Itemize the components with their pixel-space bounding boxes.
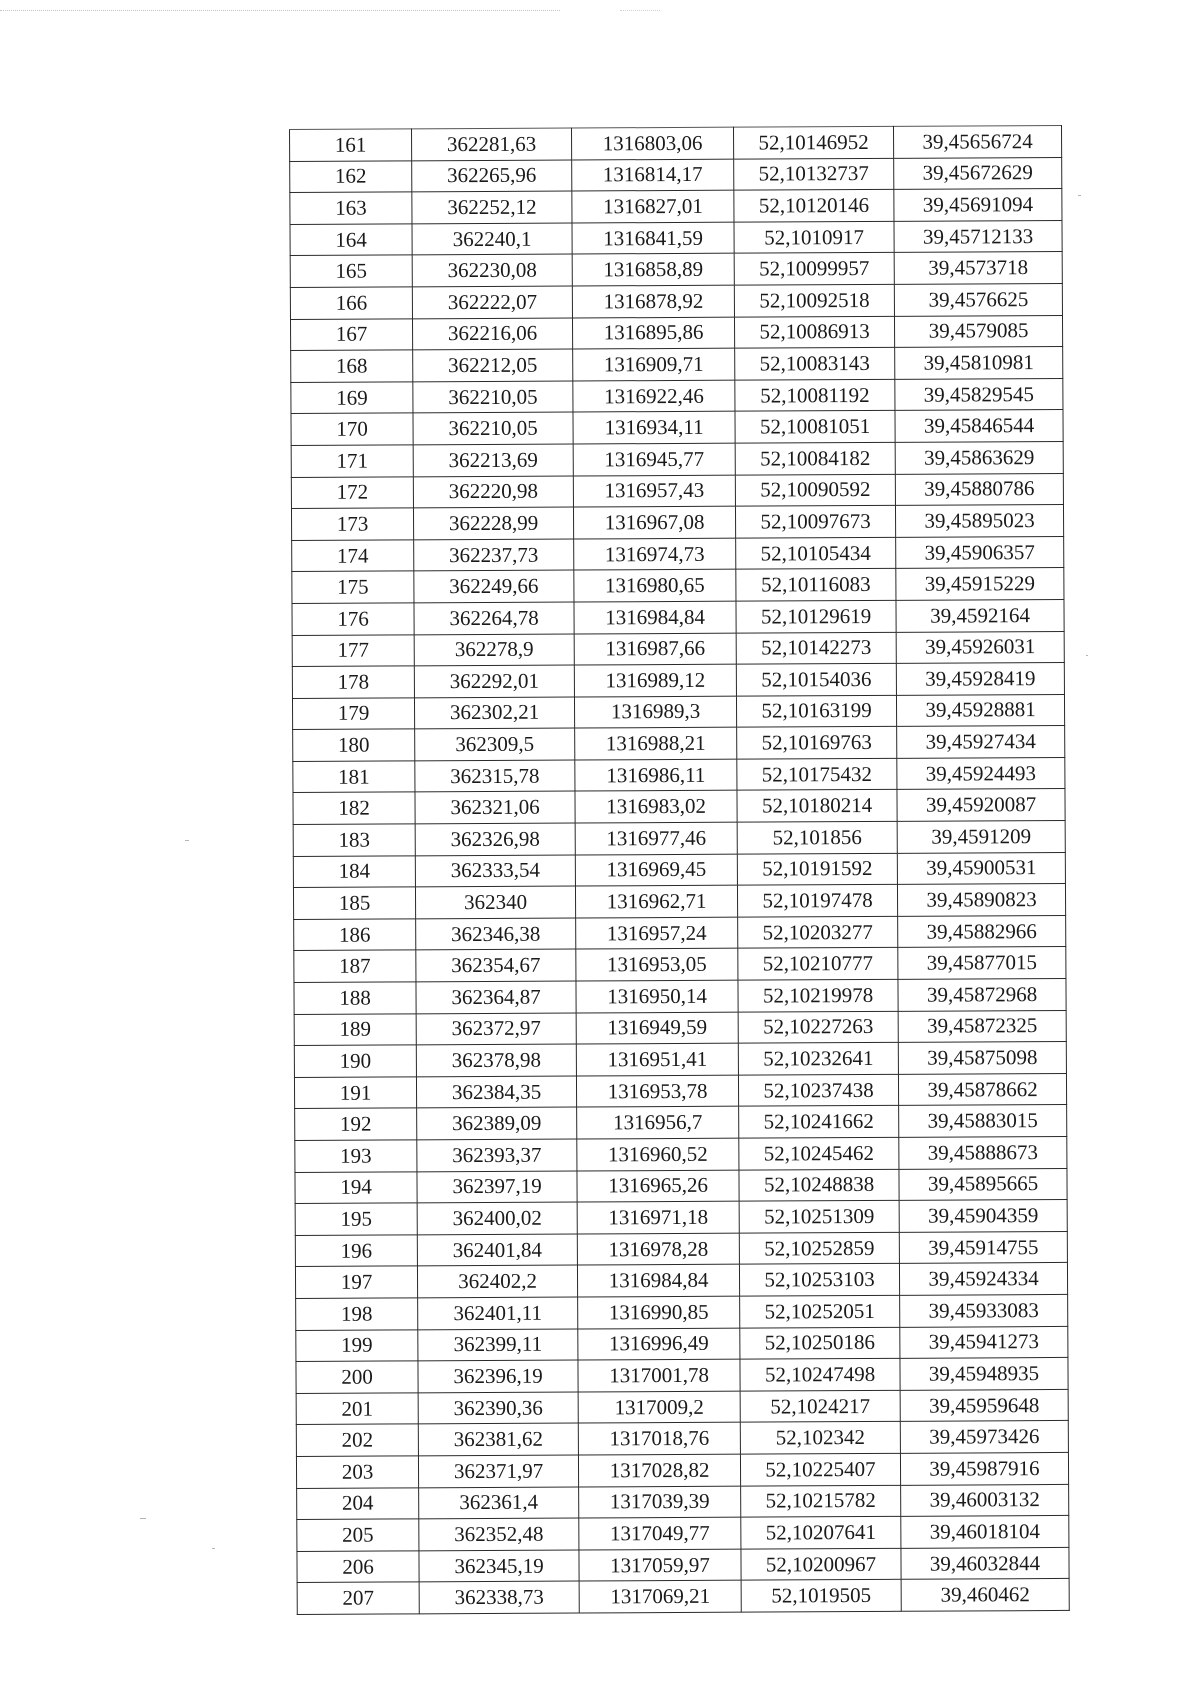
y-coordinate-cell: 1316895,86	[572, 317, 734, 349]
point-number-cell: 178	[292, 666, 414, 698]
longitude-cell: 39,45895023	[895, 505, 1063, 537]
y-coordinate-cell: 1316956,7	[577, 1107, 739, 1139]
table-row	[290, 315, 1062, 351]
scan-speck	[1086, 655, 1088, 656]
latitude-cell: 52,10250186	[740, 1327, 900, 1359]
y-coordinate-cell: 1316984,84	[574, 601, 736, 633]
table-row	[296, 1326, 1068, 1362]
latitude-cell: 52,102342	[740, 1422, 900, 1454]
table-row	[296, 1389, 1068, 1425]
latitude-cell: 52,10232641	[738, 1043, 898, 1075]
latitude-cell: 52,10241662	[739, 1106, 899, 1138]
x-coordinate-cell: 362240,1	[412, 223, 572, 255]
y-coordinate-cell: 1316858,89	[572, 254, 734, 286]
longitude-cell: 39,4573718	[894, 252, 1062, 284]
x-coordinate-cell: 362292,01	[414, 665, 574, 697]
longitude-cell: 39,45900531	[897, 852, 1065, 884]
longitude-cell: 39,45959648	[900, 1389, 1068, 1421]
latitude-cell: 52,10154036	[736, 663, 896, 695]
table-row	[292, 663, 1064, 699]
longitude-cell: 39,45672629	[894, 157, 1062, 189]
longitude-cell: 39,45948935	[900, 1358, 1068, 1390]
x-coordinate-cell: 362281,63	[412, 128, 572, 160]
latitude-cell: 52,10252859	[739, 1232, 899, 1264]
point-number-cell: 194	[295, 1171, 417, 1203]
y-coordinate-cell: 1316980,65	[574, 569, 736, 601]
point-number-cell: 172	[291, 476, 413, 508]
y-coordinate-cell: 1316989,12	[574, 664, 736, 696]
x-coordinate-cell: 362278,9	[414, 634, 574, 666]
point-number-cell: 183	[293, 824, 415, 856]
point-number-cell: 205	[297, 1519, 419, 1551]
table-row	[297, 1547, 1069, 1583]
point-number-cell: 200	[296, 1361, 418, 1393]
scan-speck	[212, 1548, 215, 1549]
latitude-cell: 52,10169763	[737, 727, 897, 759]
latitude-cell: 52,10207641	[741, 1516, 901, 1548]
table-row	[294, 1042, 1066, 1078]
table-row	[297, 1516, 1069, 1552]
longitude-cell: 39,45890823	[897, 884, 1065, 916]
x-coordinate-cell: 362252,12	[412, 191, 572, 223]
latitude-cell: 52,10081051	[735, 411, 895, 443]
x-coordinate-cell: 362361,4	[419, 1487, 579, 1519]
y-coordinate-cell: 1317049,77	[579, 1517, 741, 1549]
y-coordinate-cell: 1316978,28	[577, 1233, 739, 1265]
scan-speck	[140, 1518, 146, 1519]
point-number-cell: 171	[291, 445, 413, 477]
table-row	[296, 1358, 1068, 1394]
point-number-cell: 180	[293, 729, 415, 761]
x-coordinate-cell: 362222,07	[412, 286, 572, 318]
latitude-cell: 52,10097673	[735, 505, 895, 537]
table-row	[294, 1073, 1066, 1109]
table-row	[291, 347, 1063, 383]
table-row	[293, 884, 1065, 920]
longitude-cell: 39,45928881	[896, 694, 1064, 726]
table-row	[292, 536, 1064, 572]
x-coordinate-cell: 362340	[415, 886, 575, 918]
x-coordinate-cell: 362326,98	[415, 823, 575, 855]
point-number-cell: 201	[296, 1393, 418, 1425]
x-coordinate-cell: 362396,19	[418, 1360, 578, 1392]
point-number-cell: 163	[290, 192, 412, 224]
longitude-cell: 39,45712133	[894, 220, 1062, 252]
point-number-cell: 179	[292, 698, 414, 730]
y-coordinate-cell: 1316969,45	[575, 854, 737, 886]
x-coordinate-cell: 362401,11	[418, 1297, 578, 1329]
x-coordinate-cell: 362399,11	[418, 1329, 578, 1361]
latitude-cell: 52,10247498	[740, 1358, 900, 1390]
table-row	[296, 1294, 1068, 1330]
point-number-cell: 176	[292, 603, 414, 635]
point-number-cell: 189	[294, 1013, 416, 1045]
point-number-cell: 199	[296, 1329, 418, 1361]
longitude-cell: 39,45810981	[895, 347, 1063, 379]
table-row	[290, 189, 1062, 225]
y-coordinate-cell: 1316953,78	[576, 1075, 738, 1107]
latitude-cell: 52,10132737	[734, 158, 894, 190]
x-coordinate-cell: 362346,38	[416, 918, 576, 950]
point-number-cell: 206	[297, 1551, 419, 1583]
y-coordinate-cell: 1316841,59	[572, 222, 734, 254]
latitude-cell: 52,10245462	[739, 1137, 899, 1169]
longitude-cell: 39,45878662	[898, 1073, 1066, 1105]
table-row	[290, 220, 1062, 256]
longitude-cell: 39,45987916	[900, 1452, 1068, 1484]
y-coordinate-cell: 1316983,02	[575, 791, 737, 823]
y-coordinate-cell: 1317059,97	[579, 1549, 741, 1581]
x-coordinate-cell: 362249,66	[414, 570, 574, 602]
latitude-cell: 52,10081192	[735, 379, 895, 411]
y-coordinate-cell: 1316990,85	[578, 1296, 740, 1328]
longitude-cell: 39,45875098	[898, 1042, 1066, 1074]
longitude-cell: 39,45863629	[895, 441, 1063, 473]
table-row	[290, 283, 1062, 319]
latitude-cell: 52,10180214	[737, 790, 897, 822]
longitude-cell: 39,45906357	[896, 536, 1064, 568]
y-coordinate-cell: 1316989,3	[574, 696, 736, 728]
y-coordinate-cell: 1317001,78	[578, 1359, 740, 1391]
x-coordinate-cell: 362345,19	[419, 1550, 579, 1582]
point-number-cell: 202	[296, 1424, 418, 1456]
y-coordinate-cell: 1316971,18	[577, 1201, 739, 1233]
table-row	[297, 1579, 1069, 1615]
point-number-cell: 198	[296, 1298, 418, 1330]
x-coordinate-cell: 362216,06	[412, 318, 572, 350]
point-number-cell: 161	[290, 129, 412, 161]
x-coordinate-cell: 362213,69	[413, 444, 573, 476]
point-number-cell: 175	[292, 571, 414, 603]
longitude-cell: 39,45691094	[894, 189, 1062, 221]
point-number-cell: 184	[293, 856, 415, 888]
longitude-cell: 39,45928419	[896, 663, 1064, 695]
latitude-cell: 52,10200967	[741, 1548, 901, 1580]
table-row	[291, 473, 1063, 509]
table-row	[296, 1452, 1068, 1488]
latitude-cell: 52,10225407	[740, 1453, 900, 1485]
longitude-cell: 39,45888673	[899, 1136, 1067, 1168]
table-row	[291, 410, 1063, 446]
point-number-cell: 167	[290, 318, 412, 350]
point-number-cell: 164	[290, 224, 412, 256]
table-row	[292, 694, 1064, 730]
longitude-cell: 39,45933083	[900, 1294, 1068, 1326]
latitude-cell: 52,10203277	[738, 916, 898, 948]
longitude-cell: 39,45924334	[899, 1263, 1067, 1295]
table-row	[297, 1484, 1069, 1520]
point-number-cell: 192	[295, 1108, 417, 1140]
longitude-cell: 39,45941273	[900, 1326, 1068, 1358]
longitude-cell: 39,46018104	[901, 1516, 1069, 1548]
table-row	[295, 1168, 1067, 1204]
latitude-cell: 52,10129619	[736, 600, 896, 632]
latitude-cell: 52,10215782	[741, 1485, 901, 1517]
x-coordinate-cell: 362401,84	[417, 1234, 577, 1266]
table-row	[296, 1421, 1068, 1457]
x-coordinate-cell: 362210,05	[413, 381, 573, 413]
y-coordinate-cell: 1316950,14	[576, 980, 738, 1012]
latitude-cell: 52,10219978	[738, 979, 898, 1011]
table-row	[295, 1231, 1067, 1267]
point-number-cell: 173	[291, 508, 413, 540]
latitude-cell: 52,10120146	[734, 190, 894, 222]
point-number-cell: 203	[296, 1456, 418, 1488]
latitude-cell: 52,10086913	[734, 316, 894, 348]
x-coordinate-cell: 362264,78	[414, 602, 574, 634]
latitude-cell: 52,10175432	[737, 758, 897, 790]
scan-speck	[185, 840, 189, 841]
longitude-cell: 39,45880786	[895, 473, 1063, 505]
y-coordinate-cell: 1316962,71	[575, 885, 737, 917]
table-row	[293, 757, 1065, 793]
x-coordinate-cell: 362333,54	[415, 855, 575, 887]
latitude-cell: 52,10237438	[738, 1074, 898, 1106]
latitude-cell: 52,10092518	[734, 284, 894, 316]
point-number-cell: 168	[291, 350, 413, 382]
latitude-cell: 52,10099957	[734, 253, 894, 285]
table-row	[295, 1200, 1067, 1236]
longitude-cell: 39,46003132	[901, 1484, 1069, 1516]
table-row	[290, 125, 1062, 161]
x-coordinate-cell: 362352,48	[419, 1518, 579, 1550]
x-coordinate-cell: 362230,08	[412, 254, 572, 286]
y-coordinate-cell: 1316960,52	[577, 1138, 739, 1170]
point-number-cell: 182	[293, 792, 415, 824]
point-number-cell: 185	[293, 887, 415, 919]
longitude-cell: 39,45915229	[896, 568, 1064, 600]
point-number-cell: 181	[293, 761, 415, 793]
point-number-cell: 190	[294, 1045, 416, 1077]
longitude-cell: 39,45872968	[898, 978, 1066, 1010]
x-coordinate-cell: 362364,87	[416, 981, 576, 1013]
y-coordinate-cell: 1316988,21	[575, 727, 737, 759]
latitude-cell: 52,10197478	[737, 885, 897, 917]
x-coordinate-cell: 362389,09	[417, 1107, 577, 1139]
table-row	[293, 726, 1065, 762]
table-row	[293, 821, 1065, 857]
latitude-cell: 52,10248838	[739, 1169, 899, 1201]
y-coordinate-cell: 1317028,82	[578, 1454, 740, 1486]
y-coordinate-cell: 1316949,59	[576, 1012, 738, 1044]
x-coordinate-cell: 362315,78	[415, 760, 575, 792]
latitude-cell: 52,10210777	[738, 948, 898, 980]
x-coordinate-cell: 362397,19	[417, 1171, 577, 1203]
x-coordinate-cell: 362384,35	[416, 1076, 576, 1108]
y-coordinate-cell: 1316951,41	[576, 1043, 738, 1075]
x-coordinate-cell: 362210,05	[413, 412, 573, 444]
table-row	[294, 947, 1066, 983]
point-number-cell: 196	[295, 1235, 417, 1267]
table-row	[294, 1010, 1066, 1046]
x-coordinate-cell: 362220,98	[413, 476, 573, 508]
y-coordinate-cell: 1316934,11	[573, 412, 735, 444]
table-row	[293, 852, 1065, 888]
scan-speck	[1078, 195, 1081, 196]
latitude-cell: 52,10227263	[738, 1011, 898, 1043]
longitude-cell: 39,45882966	[898, 915, 1066, 947]
x-coordinate-cell: 362338,73	[419, 1581, 579, 1613]
x-coordinate-cell: 362321,06	[415, 791, 575, 823]
y-coordinate-cell: 1316953,05	[576, 949, 738, 981]
longitude-cell: 39,45920087	[897, 789, 1065, 821]
table-row	[293, 789, 1065, 825]
longitude-cell: 39,45927434	[897, 726, 1065, 758]
y-coordinate-cell: 1317039,39	[579, 1486, 741, 1518]
longitude-cell: 39,45872325	[898, 1010, 1066, 1042]
table-row	[291, 441, 1063, 477]
y-coordinate-cell: 1316984,84	[577, 1265, 739, 1297]
point-number-cell: 197	[295, 1266, 417, 1298]
latitude-cell: 52,10116083	[736, 569, 896, 601]
table-row	[294, 978, 1066, 1014]
latitude-cell: 52,10163199	[736, 695, 896, 727]
point-number-cell: 166	[290, 287, 412, 319]
scan-edge-mark	[0, 10, 560, 11]
latitude-cell: 52,10090592	[735, 474, 895, 506]
y-coordinate-cell: 1316977,46	[575, 822, 737, 854]
table-row	[290, 252, 1062, 288]
coordinates-table	[289, 125, 1070, 1615]
latitude-cell: 52,10105434	[736, 537, 896, 569]
table-row	[292, 631, 1064, 667]
longitude-cell: 39,45656724	[893, 125, 1061, 157]
table-row	[294, 915, 1066, 951]
point-number-cell: 188	[294, 982, 416, 1014]
point-number-cell: 191	[294, 1077, 416, 1109]
longitude-cell: 39,460462	[901, 1579, 1069, 1611]
latitude-cell: 52,1019505	[741, 1580, 901, 1612]
y-coordinate-cell: 1317018,76	[578, 1422, 740, 1454]
latitude-cell: 52,10083143	[735, 347, 895, 379]
point-number-cell: 193	[295, 1140, 417, 1172]
longitude-cell: 39,45883015	[899, 1105, 1067, 1137]
y-coordinate-cell: 1316922,46	[573, 380, 735, 412]
y-coordinate-cell: 1316827,01	[572, 190, 734, 222]
y-coordinate-cell: 1316957,24	[576, 917, 738, 949]
point-number-cell: 195	[295, 1203, 417, 1235]
point-number-cell: 186	[294, 919, 416, 951]
table-row	[292, 599, 1064, 635]
point-number-cell: 177	[292, 634, 414, 666]
y-coordinate-cell: 1316967,08	[573, 506, 735, 538]
y-coordinate-cell: 1316945,77	[573, 443, 735, 475]
x-coordinate-cell: 362354,67	[416, 949, 576, 981]
x-coordinate-cell: 362402,2	[417, 1265, 577, 1297]
longitude-cell: 39,4592164	[896, 599, 1064, 631]
point-number-cell: 170	[291, 413, 413, 445]
y-coordinate-cell: 1316987,66	[574, 633, 736, 665]
y-coordinate-cell: 1317069,21	[579, 1580, 741, 1612]
point-number-cell: 174	[292, 540, 414, 572]
y-coordinate-cell: 1316974,73	[574, 538, 736, 570]
longitude-cell: 39,45914755	[899, 1231, 1067, 1263]
longitude-cell: 39,45924493	[897, 757, 1065, 789]
table-row	[291, 505, 1063, 541]
y-coordinate-cell: 1316996,49	[578, 1328, 740, 1360]
latitude-cell: 52,10253103	[739, 1264, 899, 1296]
coordinates-table-body	[290, 125, 1070, 1614]
point-number-cell: 162	[290, 160, 412, 192]
latitude-cell: 52,10191592	[737, 853, 897, 885]
table-row	[292, 568, 1064, 604]
x-coordinate-cell: 362371,97	[418, 1455, 578, 1487]
latitude-cell: 52,101856	[737, 821, 897, 853]
y-coordinate-cell: 1316909,71	[573, 348, 735, 380]
longitude-cell: 39,45926031	[896, 631, 1064, 663]
longitude-cell: 39,45829545	[895, 378, 1063, 410]
latitude-cell: 52,10142273	[736, 632, 896, 664]
point-number-cell: 169	[291, 382, 413, 414]
longitude-cell: 39,45846544	[895, 410, 1063, 442]
y-coordinate-cell: 1316814,17	[572, 159, 734, 191]
longitude-cell: 39,45895665	[899, 1168, 1067, 1200]
y-coordinate-cell: 1317009,2	[578, 1391, 740, 1423]
y-coordinate-cell: 1316957,43	[573, 475, 735, 507]
point-number-cell: 204	[297, 1487, 419, 1519]
x-coordinate-cell: 362212,05	[413, 349, 573, 381]
y-coordinate-cell: 1316803,06	[571, 127, 733, 159]
x-coordinate-cell: 362265,96	[412, 160, 572, 192]
x-coordinate-cell: 362302,21	[414, 697, 574, 729]
point-number-cell: 165	[290, 255, 412, 287]
x-coordinate-cell: 362393,37	[417, 1139, 577, 1171]
x-coordinate-cell: 362237,73	[414, 539, 574, 571]
x-coordinate-cell: 362400,02	[417, 1202, 577, 1234]
x-coordinate-cell: 362381,62	[418, 1423, 578, 1455]
longitude-cell: 39,46032844	[901, 1547, 1069, 1579]
x-coordinate-cell: 362228,99	[413, 507, 573, 539]
longitude-cell: 39,4576625	[894, 283, 1062, 315]
x-coordinate-cell: 362390,36	[418, 1392, 578, 1424]
x-coordinate-cell: 362309,5	[415, 728, 575, 760]
longitude-cell: 39,4579085	[894, 315, 1062, 347]
scan-edge-mark	[620, 10, 660, 11]
y-coordinate-cell: 1316965,26	[577, 1170, 739, 1202]
latitude-cell: 52,10146952	[733, 126, 893, 158]
table-row	[295, 1136, 1067, 1172]
latitude-cell: 52,1024217	[740, 1390, 900, 1422]
table-row	[295, 1105, 1067, 1141]
y-coordinate-cell: 1316878,92	[572, 285, 734, 317]
point-number-cell: 187	[294, 950, 416, 982]
table-row	[295, 1263, 1067, 1299]
x-coordinate-cell: 362372,97	[416, 1013, 576, 1045]
table-row	[291, 378, 1063, 414]
latitude-cell: 52,1010917	[734, 221, 894, 253]
x-coordinate-cell: 362378,98	[416, 1044, 576, 1076]
longitude-cell: 39,45877015	[898, 947, 1066, 979]
latitude-cell: 52,10084182	[735, 442, 895, 474]
point-number-cell: 207	[297, 1582, 419, 1614]
latitude-cell: 52,10252051	[740, 1295, 900, 1327]
longitude-cell: 39,45904359	[899, 1200, 1067, 1232]
table-row	[290, 157, 1062, 193]
longitude-cell: 39,45973426	[900, 1421, 1068, 1453]
y-coordinate-cell: 1316986,11	[575, 759, 737, 791]
longitude-cell: 39,4591209	[897, 821, 1065, 853]
latitude-cell: 52,10251309	[739, 1201, 899, 1233]
